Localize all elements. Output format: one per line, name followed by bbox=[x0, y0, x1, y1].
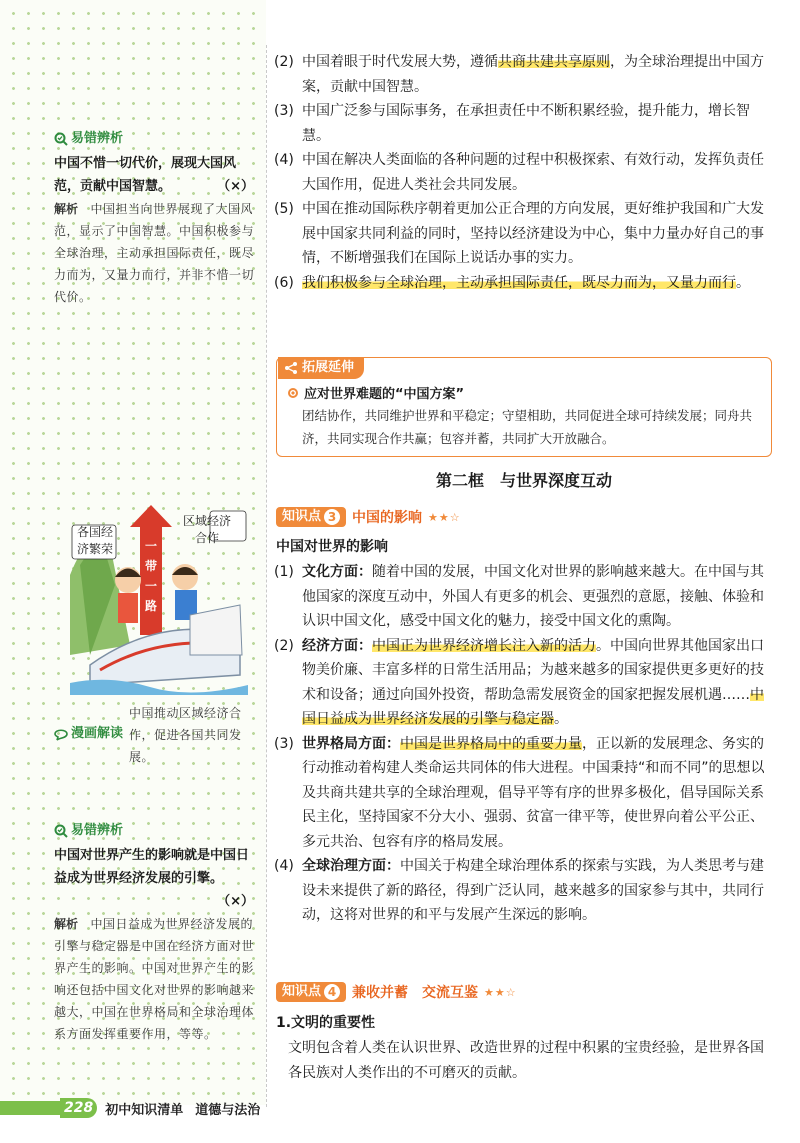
item-number: (6) bbox=[274, 274, 294, 291]
list-item bbox=[274, 732, 774, 855]
item-text: 中国广泛参与国际事务，在承担责任中不断积累经验，提升能力，增长智慧。 bbox=[302, 103, 750, 144]
belt-road-sign-char: 一 bbox=[144, 539, 158, 553]
tag-label: 易错辨析 bbox=[71, 131, 124, 146]
item-number: (3) bbox=[274, 735, 294, 752]
item-text: ，为全球治理提出中国方案，贡献中国智慧。 bbox=[302, 54, 764, 95]
highlighted-text: 中国正为世界经济增长注入新的活力 bbox=[372, 637, 596, 654]
comic-bubble-left: 各国经济繁荣 bbox=[76, 525, 113, 556]
bullet-icon bbox=[288, 388, 298, 398]
wrong-mark: （×） bbox=[217, 179, 254, 194]
subject-title: 道德与法治 bbox=[195, 1102, 261, 1118]
error-analysis-tag bbox=[54, 128, 254, 150]
explanation-text: 中国日益成为世界经济发展的引擎与稳定器是中国在经济方面对世界产生的影响。中国对世界产生的影响还包括中国文化对世界的影响越来越大，中国在世界格局和全球治理体系方面发挥重要作用，等等。 bbox=[54, 917, 255, 1041]
extension-header bbox=[278, 357, 364, 379]
claim-text bbox=[54, 844, 254, 913]
knowledge-point-badge bbox=[276, 507, 346, 527]
list-item bbox=[274, 99, 774, 148]
section-title: 第二框 与世界深度互动 bbox=[435, 471, 612, 490]
item-number: (2) bbox=[274, 54, 294, 70]
item-lead: 文化方面： bbox=[302, 564, 372, 580]
badge-number: 3 bbox=[324, 509, 340, 525]
explanation-text: 中国担当向世界展现了大国风范，显示了中国智慧。中国积极参与全球治理，主动承担国际责任，既尽力而为，又量力而行，并非不惜一切代价。 bbox=[54, 202, 255, 304]
comic-reading-box bbox=[54, 702, 254, 768]
extension-header-label: 拓展延伸 bbox=[302, 360, 355, 375]
explanation bbox=[54, 913, 254, 1045]
item-text: 中国着眼于时代发展大势，遵循 bbox=[302, 54, 498, 70]
knowledge-point-3 bbox=[276, 507, 461, 527]
item-text: 。中国向世界其他国家出口物美价廉、丰富多样的日常生活用品；为越来越多的国家提供更多更好的技术和设备；通过向国外投资，帮助急需发展资金的国家把握发展机遇…… bbox=[302, 637, 764, 703]
knowledge-point-4 bbox=[276, 982, 517, 1002]
item-text: ，正以新的发展理念、务实的行动推动着构建人类命运共同体的伟大进程。中国秉持“和而不同”的思想以及共商共建共享的全球治理观，倡导平等有序的世界多极化，倡导国际关系民主化，坚持国家不分大小、强弱、贫富一律平等，使世界向着公平公正、多元共治、包容有序的格局发展。 bbox=[302, 735, 765, 850]
item-text: 。 bbox=[736, 274, 750, 291]
magnifier-icon bbox=[54, 824, 68, 838]
share-icon bbox=[284, 361, 298, 375]
claim-text bbox=[54, 152, 254, 198]
claim-body: 中国对世界产生的影响就是中国日益成为世界经济发展的引擎。 bbox=[54, 848, 250, 886]
item-number: (4) bbox=[274, 152, 294, 168]
knowledge-point-title: 中国的影响 bbox=[352, 510, 423, 526]
list-item bbox=[274, 560, 774, 634]
item-text: 随着中国的发展，中国文化对世界的影响越来越大。在中国与其他国家的深度互动中，外国人有更多的机会、更强烈的意愿，接触、体验和认识中国文化，感受中国文化的魅力，接受中国文化的熏陶。 bbox=[302, 564, 764, 629]
belt-road-sign-char: 路 bbox=[144, 599, 158, 613]
highlighted-text: 中国日益成为世界经济发展的引擎与稳定器 bbox=[302, 686, 764, 727]
badge-label: 知识点 bbox=[282, 509, 322, 524]
item-number: (1) bbox=[274, 564, 294, 580]
belt-road-sign-char: 带 bbox=[144, 559, 158, 573]
badge-label: 知识点 bbox=[282, 984, 322, 999]
item-number: (2) bbox=[274, 637, 294, 654]
highlighted-text: 我们积极参与全球治理，主动承担国际责任，既尽力而为，又量力而行 bbox=[302, 274, 736, 291]
footer-bar bbox=[0, 1101, 60, 1115]
error-analysis-tag bbox=[54, 820, 254, 842]
highlighted-text: 中国是世界格局中的重要力量 bbox=[400, 735, 582, 752]
comic-icon bbox=[54, 727, 68, 741]
extension-text: 团结协作，共同维护世界和平稳定；守望相助，共同促进全球可持续发展；同舟共济，共同实现合作共赢；包容并蓄，共同扩大开放融合。 bbox=[302, 408, 753, 446]
item-text: 。 bbox=[554, 711, 568, 727]
belt-road-sign-char: 一 bbox=[144, 579, 158, 593]
tag-label: 漫画解读 bbox=[71, 726, 124, 741]
list-item bbox=[274, 271, 774, 296]
subheading: 中国对世界的影响 bbox=[276, 539, 388, 555]
difficulty-stars: ★★☆ bbox=[428, 510, 461, 524]
item-text: 中国在解决人类面临的各种问题的过程中积极探索、有效行动，发挥负责任大国作用，促进人类社会共同发展。 bbox=[302, 152, 764, 193]
error-analysis-box-1 bbox=[54, 128, 254, 308]
error-analysis-box-2 bbox=[54, 820, 254, 1045]
comic-bubble-right: 区域经济合作 bbox=[183, 514, 232, 545]
column-divider bbox=[266, 45, 267, 1107]
explanation bbox=[54, 198, 254, 308]
knowledge-point-badge bbox=[276, 982, 346, 1002]
civilization-text: 文明包含着人类在认识世界、改造世界的过程中积累的宝贵经验，是世界各国各民族对人类作出的不可磨灭的贡献。 bbox=[288, 1040, 764, 1081]
difficulty-stars: ★★☆ bbox=[484, 985, 517, 999]
list-item bbox=[274, 854, 774, 928]
claim-body: 中国不惜一切代价，展现大国风范，贡献中国智慧。 bbox=[54, 156, 237, 194]
item-lead: 世界格局方面： bbox=[302, 735, 400, 752]
page-footer bbox=[0, 1097, 260, 1119]
comic-reading-tag bbox=[54, 702, 123, 766]
knowledge-point-title: 兼收并蓄 交流互鉴 bbox=[352, 985, 479, 1001]
tag-label: 易错辨析 bbox=[71, 823, 124, 838]
governance-list bbox=[274, 50, 774, 295]
extension-title bbox=[288, 383, 464, 402]
list-item bbox=[274, 50, 774, 99]
item-number: (5) bbox=[274, 201, 294, 217]
list-item bbox=[274, 197, 774, 271]
list-item bbox=[274, 634, 774, 732]
book-title: 初中知识清单 bbox=[105, 1102, 184, 1118]
badge-number: 4 bbox=[324, 984, 340, 1000]
item-number: (4) bbox=[274, 858, 294, 874]
item-lead: 经济方面： bbox=[302, 637, 372, 654]
item-text: 中国关于构建全球治理体系的探索与实践，为人类思考与建设未来提供了新的路径，得到广泛认同，越来越多的国家参与其中，共同行动，这将对世界的和平与发展产生深远的影响。 bbox=[302, 858, 764, 923]
influence-list bbox=[274, 560, 774, 928]
item-number: (3) bbox=[274, 103, 294, 119]
explanation-label: 解析 bbox=[54, 202, 79, 216]
magnifier-icon bbox=[54, 132, 68, 146]
wrong-mark: （×） bbox=[217, 894, 254, 909]
comic-caption: 中国推动区域经济合作，促进各国共同发展。 bbox=[129, 706, 242, 764]
page-number: 228 bbox=[60, 1098, 97, 1118]
list-item bbox=[274, 148, 774, 197]
highlighted-text: 共商共建共享原则 bbox=[498, 54, 610, 70]
item-text: 中国在推动国际秩序朝着更加公正合理的方向发展，更好维护我国和广大发展中国家共同利益的同时，坚持以经济建设为中心，集中力量办好自己的事情，不断增强我们在国际上说话办事的实力。 bbox=[302, 201, 764, 266]
subheading: 1.文明的重要性 bbox=[276, 1015, 376, 1031]
explanation-label: 解析 bbox=[54, 917, 79, 931]
item-lead: 全球治理方面： bbox=[302, 858, 400, 874]
extension-title-text: 应对世界难题的“中国方案” bbox=[304, 387, 465, 402]
